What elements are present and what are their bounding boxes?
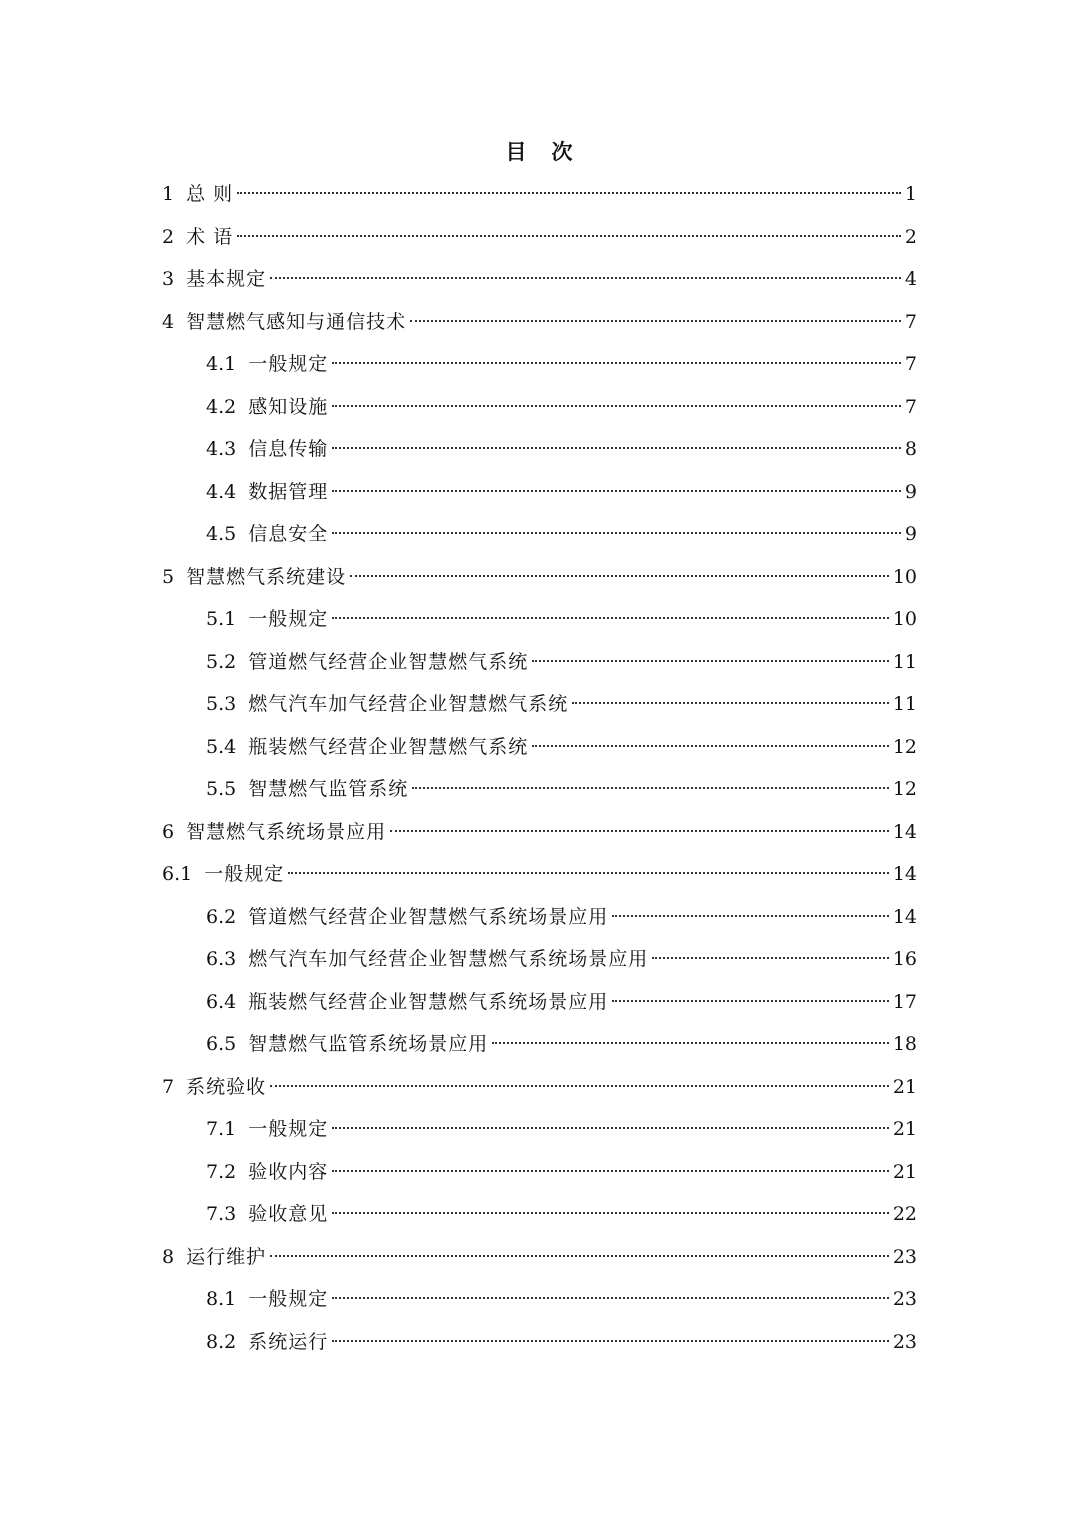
- toc-entry[interactable]: [162, 173, 917, 216]
- toc-entry[interactable]: [162, 641, 917, 684]
- toc-entry-title: 一般规定: [204, 863, 285, 885]
- toc-entry-title: 智慧燃气系统建设: [186, 565, 347, 588]
- toc-entry-page: 1: [904, 183, 917, 205]
- toc-entry-title: 基本规定: [186, 268, 267, 290]
- toc-entry[interactable]: [162, 896, 917, 939]
- toc-dot-leader: [350, 575, 889, 577]
- toc-entry[interactable]: [162, 938, 917, 981]
- toc-entry-title: 瓶装燃气经营企业智慧燃气系统: [248, 735, 529, 758]
- toc-dot-leader: [332, 405, 901, 407]
- toc-entry[interactable]: [162, 386, 917, 429]
- toc-entry-number: 6.1: [162, 863, 193, 885]
- toc-dot-leader: [332, 532, 901, 534]
- toc-entry[interactable]: [162, 1236, 917, 1279]
- toc-dot-leader: [270, 277, 901, 279]
- toc-entry-page: 21: [892, 1118, 917, 1140]
- toc-dot-leader: [492, 1042, 889, 1044]
- toc-list: [162, 173, 917, 1363]
- toc-dot-leader: [410, 320, 901, 322]
- toc-dot-leader: [612, 915, 889, 917]
- toc-dot-leader: [652, 957, 889, 959]
- toc-entry-page: 12: [892, 735, 917, 758]
- toc-entry-page: 21: [892, 1160, 917, 1183]
- toc-entry-title: 智慧燃气系统场景应用: [186, 820, 387, 843]
- toc-entry[interactable]: [162, 1151, 917, 1194]
- toc-entry-page: 18: [892, 1033, 917, 1055]
- toc-entry-number: 4.5: [206, 523, 237, 545]
- toc-entry-number: 5.5: [206, 778, 237, 800]
- toc-entry[interactable]: [162, 301, 917, 344]
- toc-entry-number: 1: [162, 183, 175, 205]
- toc-entry[interactable]: [162, 216, 917, 259]
- toc-entry[interactable]: [162, 343, 917, 386]
- toc-entry[interactable]: [162, 1278, 917, 1321]
- toc-entry-page: 4: [904, 268, 917, 290]
- toc-entry-page: 14: [892, 820, 917, 843]
- toc-entry-title: 信息传输: [248, 438, 329, 460]
- toc-entry-page: 10: [892, 608, 917, 630]
- toc-entry-title: 验收意见: [248, 1203, 329, 1225]
- toc-entry-number: 6.4: [206, 990, 237, 1013]
- toc-entry-page: 11: [892, 650, 917, 673]
- toc-entry[interactable]: [162, 768, 917, 811]
- toc-entry[interactable]: [162, 683, 917, 726]
- toc-entry-number: 8: [162, 1245, 175, 1268]
- toc-entry[interactable]: [162, 981, 917, 1024]
- toc-entry-number: 6.2: [206, 905, 237, 928]
- toc-entry-page: 16: [892, 948, 917, 970]
- toc-entry-page: 7: [904, 353, 917, 375]
- toc-entry-title: 智慧燃气感知与通信技术: [186, 310, 407, 333]
- toc-entry-title: 一般规定: [248, 353, 329, 375]
- toc-entry[interactable]: [162, 1193, 917, 1236]
- toc-entry-title: 运行维护: [186, 1245, 267, 1268]
- toc-entry-title: 术 语: [186, 225, 234, 248]
- toc-entry-page: 23: [892, 1330, 917, 1353]
- toc-entry-page: 7: [904, 310, 917, 333]
- toc-entry-number: 7.1: [206, 1118, 237, 1140]
- toc-entry[interactable]: [162, 811, 917, 854]
- toc-entry-number: 4: [162, 310, 175, 333]
- toc-entry[interactable]: [162, 1108, 917, 1151]
- toc-entry-page: 8: [904, 438, 917, 460]
- toc-entry-number: 6: [162, 820, 175, 843]
- toc-dot-leader: [237, 192, 901, 194]
- toc-entry[interactable]: [162, 1321, 917, 1364]
- toc-dot-leader: [237, 235, 901, 237]
- toc-entry[interactable]: [162, 726, 917, 769]
- toc-entry[interactable]: [162, 513, 917, 556]
- toc-entry-title: 系统运行: [248, 1330, 329, 1353]
- toc-entry[interactable]: [162, 471, 917, 514]
- toc-entry-page: 23: [892, 1245, 917, 1268]
- toc-entry-page: 14: [892, 905, 917, 928]
- toc-entry-number: 5.3: [206, 693, 237, 715]
- toc-title: 目 次: [505, 139, 575, 164]
- toc-entry-number: 8.1: [206, 1288, 237, 1310]
- toc-dot-leader: [532, 745, 889, 747]
- toc-entry-page: 12: [892, 778, 917, 800]
- toc-dot-leader: [612, 1000, 889, 1002]
- toc-entry-page: 9: [904, 523, 917, 545]
- toc-entry-number: 5.1: [206, 608, 237, 630]
- toc-dot-leader: [270, 1085, 889, 1087]
- toc-entry-title: 系统验收: [186, 1075, 267, 1098]
- toc-entry-title: 信息安全: [248, 523, 329, 545]
- toc-entry-number: 3: [162, 268, 175, 290]
- toc-entry-number: 2: [162, 225, 175, 248]
- toc-entry-page: 10: [892, 565, 917, 588]
- toc-entry-title: 燃气汽车加气经营企业智慧燃气系统: [248, 693, 569, 715]
- toc-entry[interactable]: [162, 428, 917, 471]
- toc-entry[interactable]: [162, 1023, 917, 1066]
- toc-dot-leader: [332, 1127, 889, 1129]
- toc-entry[interactable]: [162, 1066, 917, 1109]
- toc-entry-number: 7.2: [206, 1160, 237, 1183]
- toc-entry-title: 一般规定: [248, 1118, 329, 1140]
- toc-entry-page: 11: [892, 693, 917, 715]
- toc-entry-title: 智慧燃气监管系统: [248, 778, 409, 800]
- toc-entry-page: 2: [904, 225, 917, 248]
- toc-entry-number: 6.5: [206, 1033, 237, 1055]
- toc-entry-title: 总 则: [186, 183, 234, 205]
- toc-entry-title: 管道燃气经营企业智慧燃气系统场景应用: [248, 905, 609, 928]
- toc-entry-title: 管道燃气经营企业智慧燃气系统: [248, 650, 529, 673]
- toc-entry-page: 14: [892, 863, 917, 885]
- toc-entry[interactable]: [162, 258, 917, 301]
- toc-entry-title: 智慧燃气监管系统场景应用: [248, 1033, 489, 1055]
- toc-entry-title: 瓶装燃气经营企业智慧燃气系统场景应用: [248, 990, 609, 1013]
- toc-dot-leader: [332, 1297, 889, 1299]
- toc-entry-title: 数据管理: [248, 480, 329, 503]
- toc-entry-number: 4.1: [206, 353, 237, 375]
- toc-dot-leader: [332, 1340, 889, 1342]
- toc-dot-leader: [332, 490, 901, 492]
- toc-entry-number: 5: [162, 565, 175, 588]
- toc-entry-number: 5.2: [206, 650, 237, 673]
- toc-dot-leader: [332, 1212, 889, 1214]
- toc-entry-page: 22: [892, 1203, 917, 1225]
- toc-dot-leader: [332, 447, 901, 449]
- toc-entry-title: 燃气汽车加气经营企业智慧燃气系统场景应用: [248, 948, 649, 970]
- toc-entry-page: 21: [892, 1075, 917, 1098]
- toc-entry-page: 23: [892, 1288, 917, 1310]
- toc-entry-number: 4.2: [206, 395, 237, 418]
- toc-entry-number: 5.4: [206, 735, 237, 758]
- toc-entry-page: 9: [904, 480, 917, 503]
- toc-dot-leader: [332, 617, 889, 619]
- toc-dot-leader: [532, 660, 889, 662]
- toc-entry[interactable]: [162, 556, 917, 599]
- toc-entry[interactable]: [162, 598, 917, 641]
- toc-dot-leader: [332, 362, 901, 364]
- toc-entry-title: 一般规定: [248, 1288, 329, 1310]
- toc-entry-number: 7.3: [206, 1203, 237, 1225]
- toc-entry-number: 6.3: [206, 948, 237, 970]
- toc-entry-number: 7: [162, 1075, 175, 1098]
- toc-dot-leader: [270, 1255, 889, 1257]
- toc-entry-title: 验收内容: [248, 1160, 329, 1183]
- toc-entry-page: 17: [892, 990, 917, 1013]
- toc-dot-leader: [390, 830, 889, 832]
- toc-dot-leader: [332, 1170, 889, 1172]
- toc-dot-leader: [572, 702, 889, 704]
- toc-dot-leader: [412, 787, 889, 789]
- toc-entry[interactable]: [162, 853, 917, 896]
- toc-entry-page: 7: [904, 395, 917, 418]
- toc-entry-title: 感知设施: [248, 395, 329, 418]
- toc-entry-number: 8.2: [206, 1330, 237, 1353]
- toc-entry-title: 一般规定: [248, 608, 329, 630]
- toc-entry-number: 4.4: [206, 480, 237, 503]
- toc-dot-leader: [288, 872, 889, 874]
- toc-entry-number: 4.3: [206, 438, 237, 460]
